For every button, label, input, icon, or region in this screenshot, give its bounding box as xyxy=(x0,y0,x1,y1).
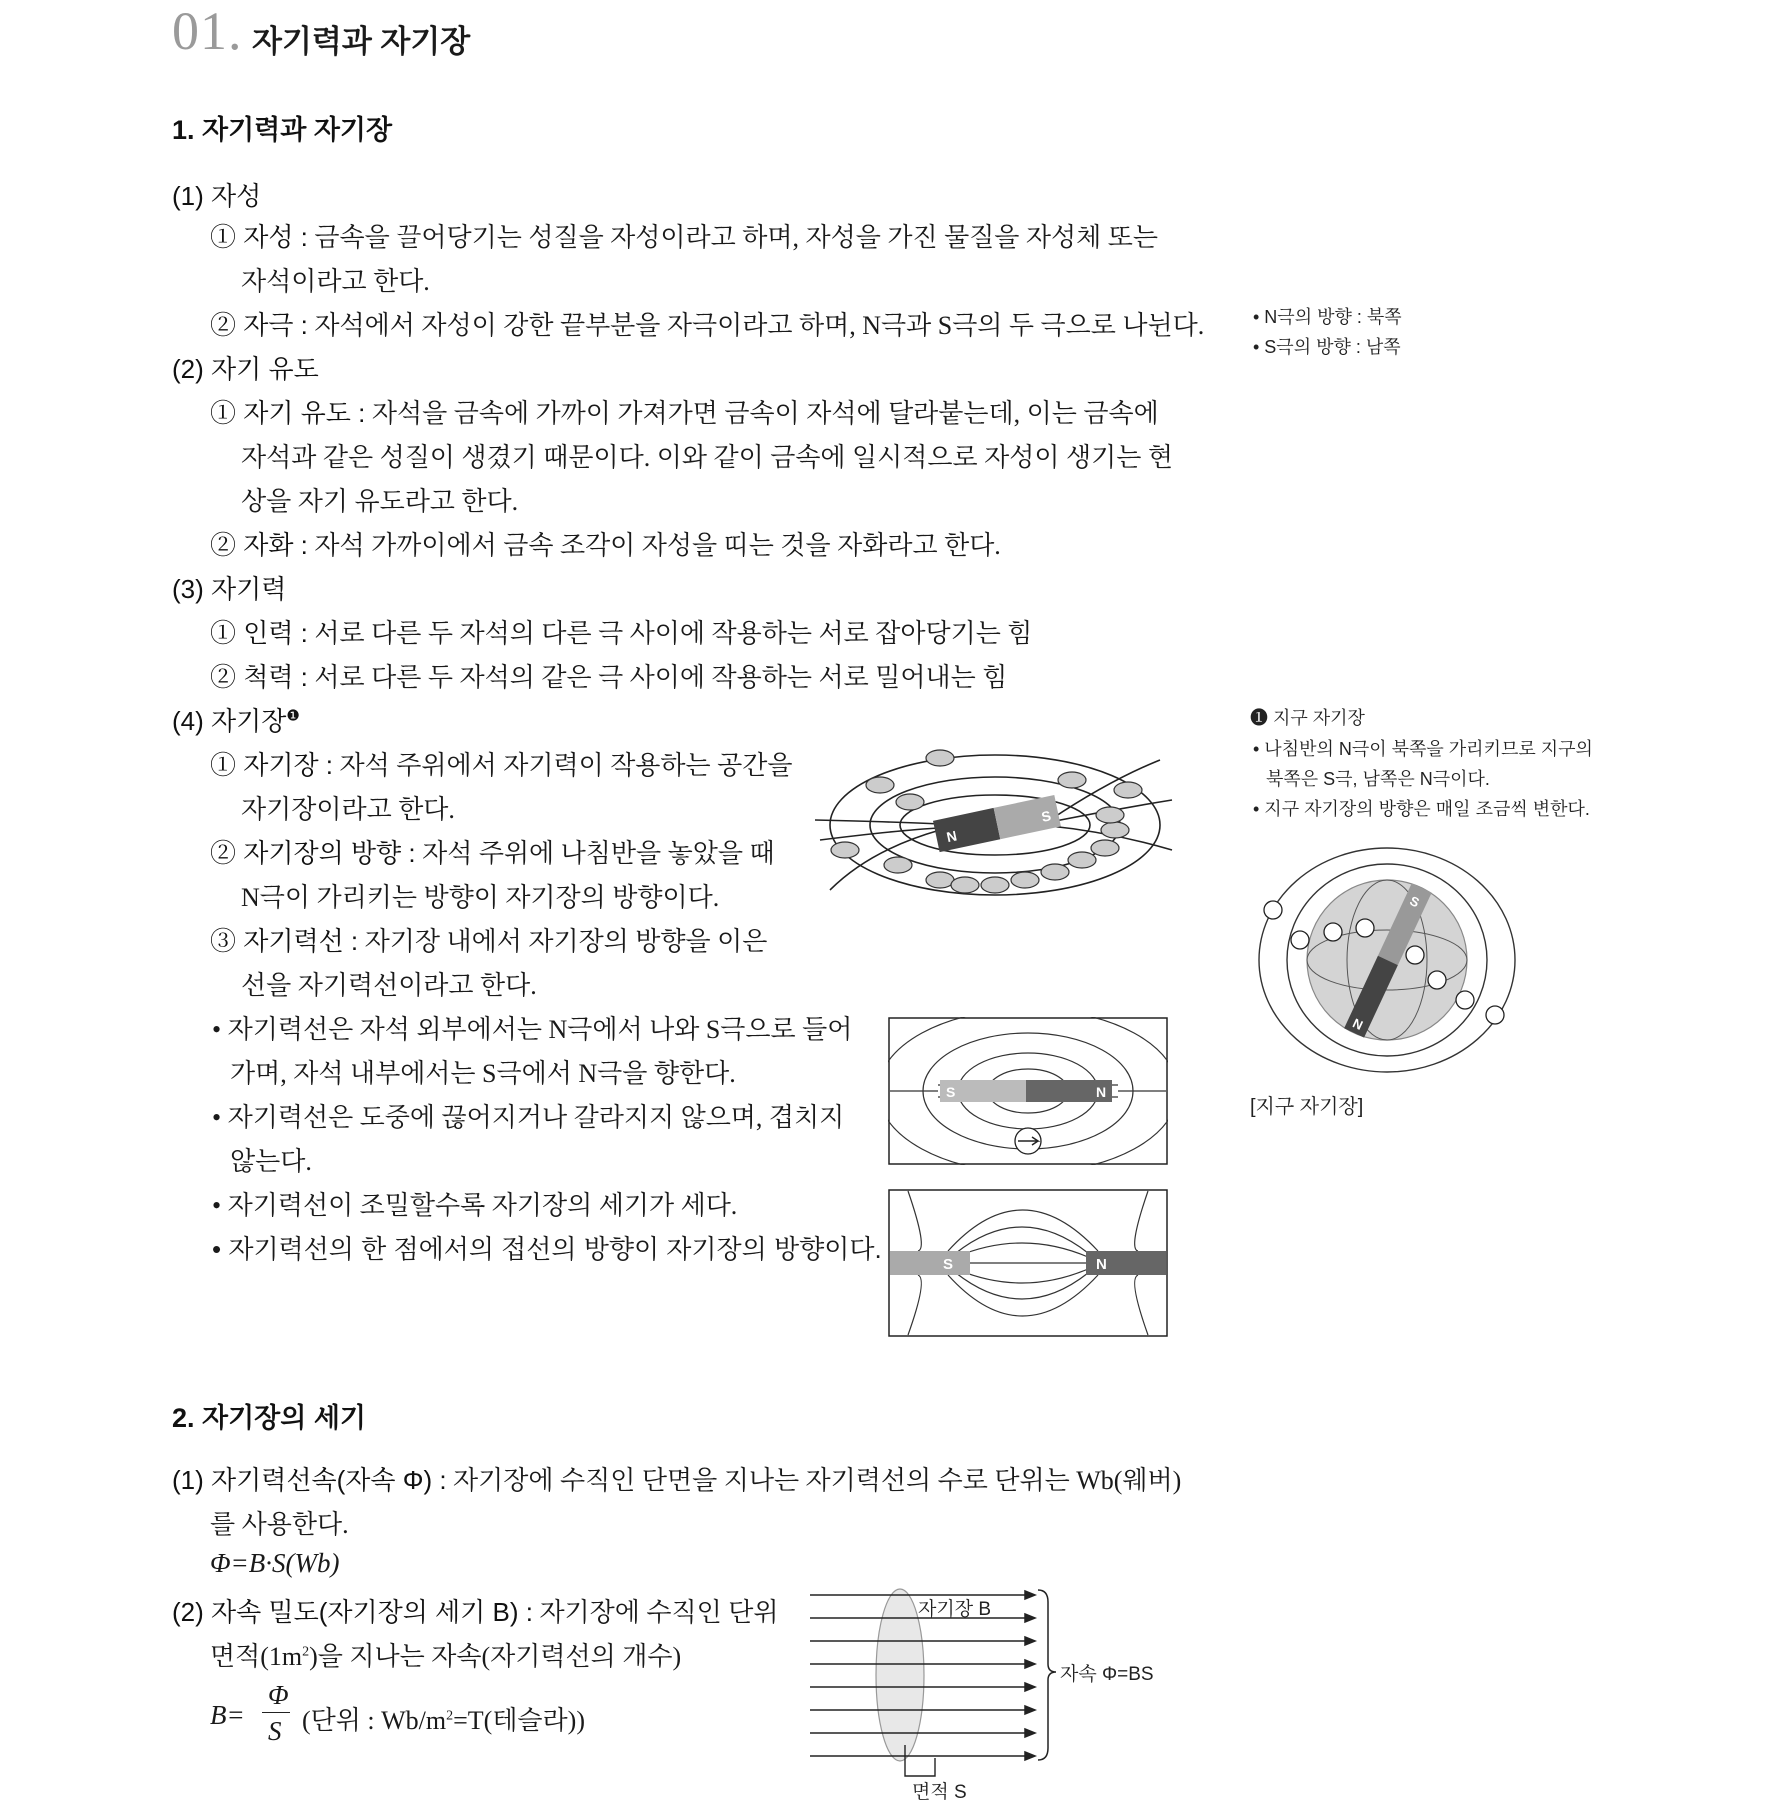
subsection-magnetic-field: (4) 자기장$^❶$ xyxy=(172,706,300,736)
item-magnetic-pole: ② 자극 : 자석에서 자성이 강한 끝부분을 자극이라고 하며, N극과 S극의 두 극으로 나뉜다. xyxy=(210,310,1205,340)
item-magnetization: ② 자화 : 자석 가까이에서 금속 조각이 자성을 띠는 것을 자화라고 한다. xyxy=(210,530,1001,560)
item-induction-cont-2: 상을 자기 유도라고 한다. xyxy=(241,487,519,516)
bullet-field-lines-4: • 자기력선의 한 점에서의 접선의 방향이 자기장의 방향이다. xyxy=(212,1234,882,1264)
earth-field-note-1: • 나침반의 N극이 북쪽을 가리키므로 지구의 xyxy=(1253,739,1593,759)
side-note-s-direction: • S극의 방향 : 남쪽 xyxy=(1253,337,1401,357)
chapter-number: 01. xyxy=(172,1,243,61)
item-magnetism-cont: 자석이라고 한다. xyxy=(241,267,430,296)
flux-field-label: 자기장 B xyxy=(918,1599,992,1620)
single-magnet-s-label: S xyxy=(946,1084,956,1100)
item-field-lines: ③ 자기력선 : 자기장 내에서 자기장의 방향을 이은 xyxy=(210,926,768,956)
item-induction-cont-1: 자석과 같은 성질이 생겼기 때문이다. 이와 같이 금속에 일시적으로 자성이 생기는 현 xyxy=(241,443,1173,472)
bullet-field-lines-2: • 자기력선은 도중에 끊어지거나 갈라지지 않으며, 겹치지 xyxy=(212,1103,845,1132)
flux-formula: Φ=B·S(Wb) xyxy=(210,1548,340,1578)
single-magnet-n-label: N xyxy=(1096,1084,1107,1100)
bullet-field-lines-2-cont: 않는다. xyxy=(230,1147,312,1176)
bullet-field-lines-3: • 자기력선이 조밀할수록 자기장의 세기가 세다. xyxy=(212,1191,738,1220)
item-magnetic-flux-cont: 를 사용한다. xyxy=(210,1510,349,1539)
earth-field-note-2: • 지구 자기장의 방향은 매일 조금씩 변한다. xyxy=(1253,799,1590,819)
magnet-n-label: N xyxy=(945,827,959,846)
earth-magnet-n-label: N xyxy=(1350,1015,1366,1033)
item-magnetic-flux: (1) 자기력선속(자속 Φ) : 자기장에 수직인 단면을 지나는 자기력선의 수로 단위는 Wb(웨버) xyxy=(172,1465,1182,1495)
item-flux-density: (2) 자속 밀도(자기장의 세기 B) : 자기장에 수직인 단위 xyxy=(172,1597,779,1627)
bar-magnet-compass-figure xyxy=(810,740,1180,915)
magnetic-flux-figure xyxy=(800,1580,1180,1800)
bullet-field-lines-1: • 자기력선은 자석 외부에서는 N극에서 나와 S극으로 들어 xyxy=(212,1015,853,1044)
item-field-lines-cont: 선을 자기력선이라고 한다. xyxy=(241,971,537,1000)
subsection-induction: (2) 자기 유도 xyxy=(172,354,319,384)
flux-area-label: 면적 S xyxy=(912,1782,967,1800)
side-note-n-direction: • N극의 방향 : 북쪽 xyxy=(1253,307,1402,327)
note-marker: ❶ xyxy=(286,707,300,725)
earth-magnetic-field-figure xyxy=(1255,840,1520,1080)
item-repulsion: ② 척력 : 서로 다른 두 자석의 같은 극 사이에 작용하는 서로 밀어내는 힘 xyxy=(210,662,1008,692)
two-magnet-field-lines-figure xyxy=(888,1189,1168,1337)
magnet-s-label: S xyxy=(1039,807,1053,825)
item-field-def-cont: 자기장이라고 한다. xyxy=(241,795,455,824)
earth-field-note-1-cont: 북쪽은 S극, 남쪽은 N극이다. xyxy=(1266,769,1490,789)
item-field-def: ① 자기장 : 자석 주위에서 자기력이 작용하는 공간을 xyxy=(210,750,793,780)
earth-field-caption: [지구 자기장] xyxy=(1250,1096,1364,1118)
section-2-title: 2. 자기장의 세기 xyxy=(172,1403,367,1433)
bar-magnet xyxy=(933,795,1061,852)
section-1-title: 1. 자기력과 자기장 xyxy=(172,115,393,145)
two-magnet-s-label: S xyxy=(943,1256,954,1273)
item-flux-density-cont: 면적$(1m^2)$을 지나는 자속(자기력선의 개수) xyxy=(210,1642,682,1671)
flux-label: 자속 Φ=BS xyxy=(1060,1664,1154,1685)
subsection-magnetic-force: (3) 자기력 xyxy=(172,574,287,604)
item-magnetism: ① 자성 : 금속을 끌어당기는 성질을 자성이라고 하며, 자성을 가진 물질을 자성체 또는 xyxy=(210,222,1159,252)
single-magnet-field-lines-figure xyxy=(888,1017,1168,1165)
chapter-title: 자기력과 자기장 xyxy=(252,24,471,59)
item-field-direction: ② 자기장의 방향 : 자석 주위에 나침반을 놓았을 때 xyxy=(210,838,775,868)
item-field-direction-cont: N극이 가리키는 방향이 자기장의 방향이다. xyxy=(241,883,720,912)
item-attraction: ① 인력 : 서로 다른 두 자석의 다른 극 사이에 작용하는 서로 잡아당기는 힘 xyxy=(210,618,1033,648)
bullet-field-lines-1-cont: 가며, 자석 내부에서는 S극에서 N극을 향한다. xyxy=(230,1059,736,1088)
two-magnet-n-label: N xyxy=(1096,1256,1107,1273)
earth-magnet-s-label: S xyxy=(1407,893,1422,911)
subsection-magnetism: (1) 자성 xyxy=(172,181,262,211)
earth-field-note-title: ❶ 지구 자기장 xyxy=(1250,708,1365,728)
item-induction: ① 자기 유도 : 자석을 금속에 가까이 가져가면 금속이 자석에 달라붙는데, 이는 금속에 xyxy=(210,398,1159,428)
